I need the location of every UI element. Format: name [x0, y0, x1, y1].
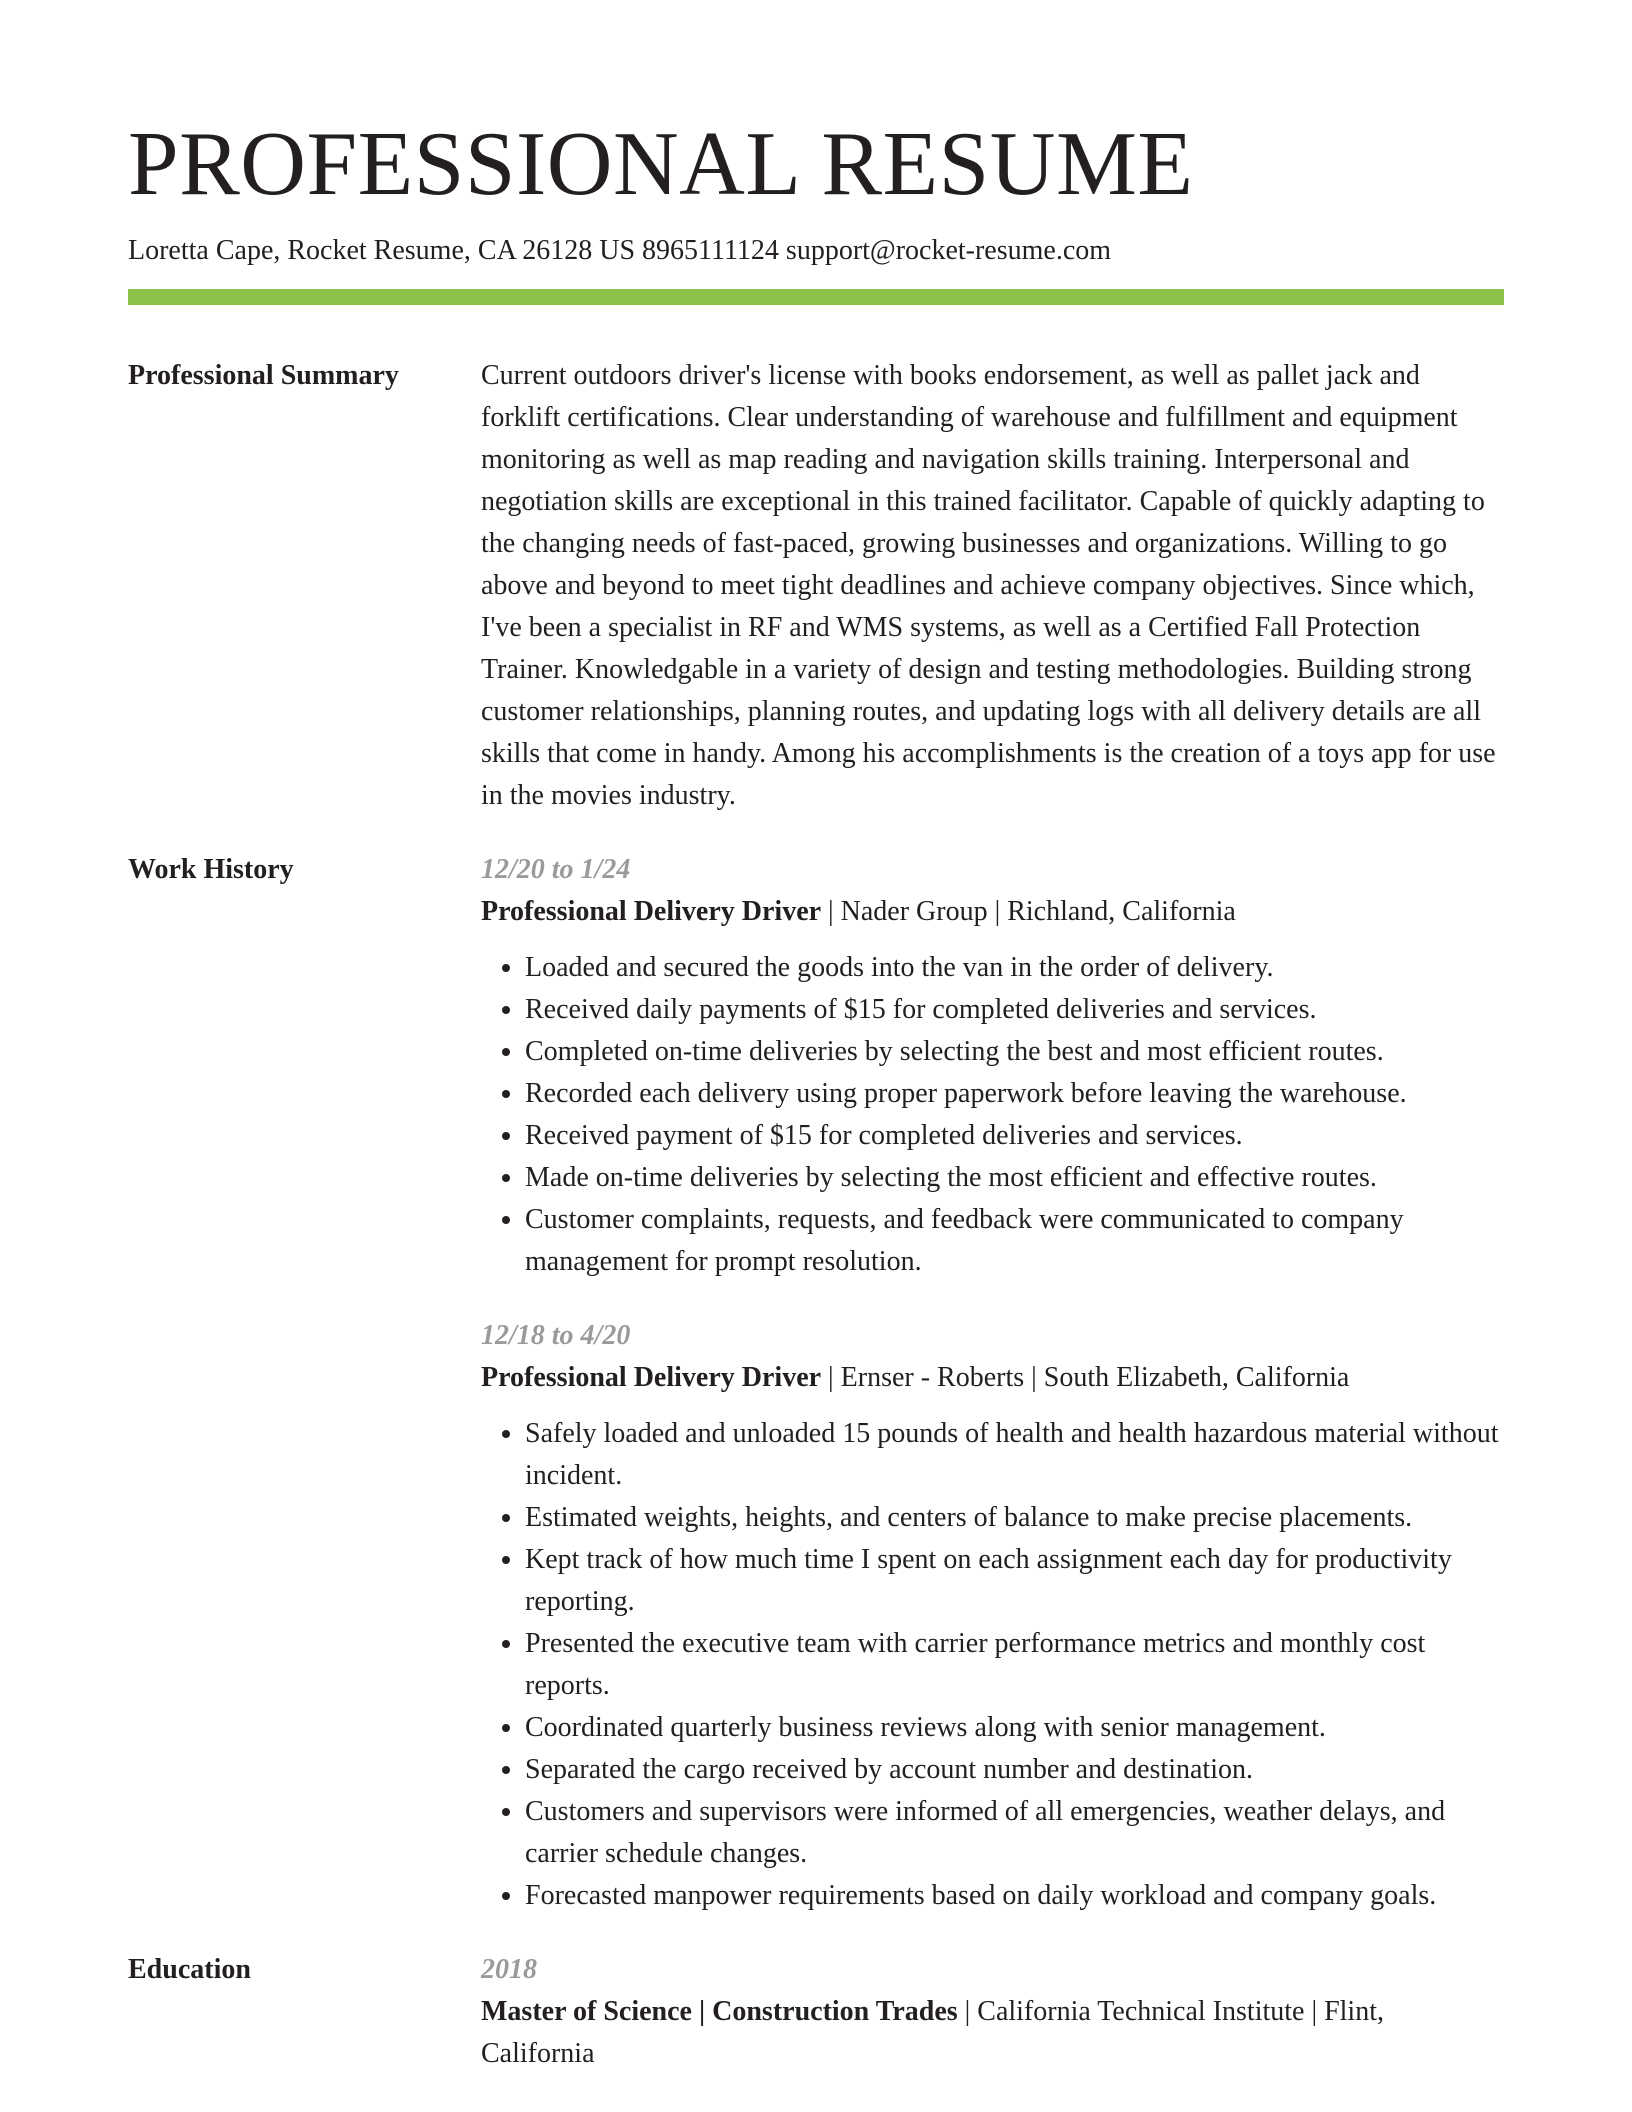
list-item: • Presented the executive team with carrier performance metrics and monthly cost reports.: [525, 1623, 1504, 1707]
list-item: • Made on-time deliveries by selecting the most efficient and effective routes.: [525, 1157, 1504, 1199]
list-item: • Kept track of how much time I spent on each assignment each day for productivity reporting.: [525, 1539, 1504, 1623]
list-item: • Received daily payments of $15 for completed deliveries and services.: [525, 989, 1504, 1031]
summary-text: Current outdoors driver's license with books endorsement, as well as pallet jack and forklift certifications. Clear understanding of warehouse and fulfillment and equipment monitoring as well as map reading and navigation skills training. Interpersonal and negotiation skills are exceptional in this trained facilitator. Capable of quickly adapting to the changing needs of fast-paced, growing businesses and organizations. Willing to go above and beyond to meet tight deadlines and achieve company objectives. Since which, I've been a specialist in RF and WMS systems, as well as a Certified Fall Protection Trainer. Knowledgable in a variety of design and testing methodologies. Building strong customer relationships, planning routes, and updating logs with all delivery details are all skills that come in handy. Among his accomplishments is the creation of a toys app for use in the movies industry.: [481, 360, 1496, 812]
list-item: • Safely loaded and unloaded 15 pounds of health and health hazardous material without incident.: [525, 1413, 1504, 1497]
job-duties-list: [481, 1413, 1504, 1917]
job-role: Professional Delivery Driver: [481, 1362, 822, 1394]
list-item: • Received payment of $15 for completed deliveries and services.: [525, 1115, 1504, 1157]
education-section: [128, 1949, 1504, 2075]
job-title-line: [481, 891, 1504, 933]
list-item: • Completed on-time deliveries by selecting the best and most efficient routes.: [525, 1031, 1504, 1073]
work-history-section: [128, 849, 1504, 1917]
job-title-line: [481, 1357, 1504, 1399]
job-employer-location: | Nader Group | Richland, California: [821, 896, 1236, 928]
job-entry: [481, 1315, 1504, 1917]
list-item: • Separated the cargo received by account number and destination.: [525, 1749, 1504, 1791]
job-employer-location: | Ernser - Roberts | South Elizabeth, California: [821, 1362, 1350, 1394]
work-history-body: [481, 849, 1504, 1917]
job-dates: 12/18 to 4/20: [481, 1320, 631, 1352]
education-body: [481, 1949, 1504, 2075]
list-item: • Recorded each delivery using proper paperwork before leaving the warehouse.: [525, 1073, 1504, 1115]
summary-section: [128, 355, 1504, 817]
education-heading: Education: [128, 1954, 251, 1986]
work-history-heading: Work History: [128, 854, 294, 886]
education-year: 2018: [481, 1954, 537, 1986]
contact-line: Loretta Cape, Rocket Resume, CA 26128 US 8965111124 support@rocket-resume.com: [128, 235, 1112, 266]
resume-title: PROFESSIONAL RESUME: [128, 113, 1194, 214]
summary-heading: Professional Summary: [128, 360, 399, 392]
job-dates: 12/20 to 1/24: [481, 854, 631, 886]
education-line: [481, 1991, 1504, 2075]
list-item: • Coordinated quarterly business reviews along with senior management.: [525, 1707, 1504, 1749]
education-degree: Master of Science | Construction Trades: [481, 1996, 958, 2028]
job-entry: [481, 849, 1504, 1283]
list-item: • Customer complaints, requests, and feedback were communicated to company management for prompt resolution.: [525, 1199, 1504, 1283]
list-item: • Forecasted manpower requirements based on daily workload and company goals.: [525, 1875, 1504, 1917]
education-school-location: | California Technical Institute | Flint, California: [481, 1996, 1384, 2070]
accent-divider: [128, 289, 1504, 305]
job-role: Professional Delivery Driver: [481, 896, 822, 928]
list-item: • Estimated weights, heights, and centers of balance to make precise placements.: [525, 1497, 1504, 1539]
list-item: • Customers and supervisors were informed of all emergencies, weather delays, and carrier schedule changes.: [525, 1791, 1504, 1875]
job-duties-list: [481, 947, 1504, 1283]
list-item: • Loaded and secured the goods into the van in the order of delivery.: [525, 947, 1504, 989]
